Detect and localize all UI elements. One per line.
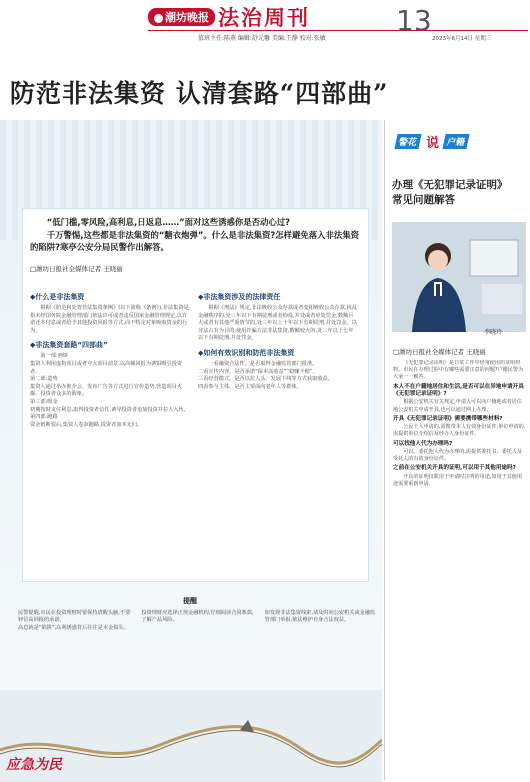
badge-part-2: 说	[426, 136, 440, 151]
section-text: 一看融资合法性。是否取得金融监管部门批准。 二看宣传内容。是否承诺“保本高收益”“稳赚不赔”。 三看经营模式。是否以拉人头、发展下线等方式获取收益。 四看参与主体。是否主要面向老年人等群体。	[198, 360, 333, 390]
tips-title: 提醒	[183, 597, 197, 605]
section-text: 根据《刑法》规定,非法吸收公众存款或者变相吸收公众存款,扰乱金融秩序的,处三年以下有期徒刑或者拘役,并处或者单处罚金;数额巨大或者有其他严重情节的,处三年以上十年以下有期徒刑,并处罚金。以非法占有为目的,使用诈骗方法非法集资,数额较大的,处三年以上七年以下有期徒刑,并处罚金。	[198, 305, 357, 342]
title-line-2: 常见问题解答	[392, 194, 455, 206]
section-heading: ◆什么是非法集资	[30, 293, 85, 301]
footer-logo: 应急为民	[6, 757, 62, 773]
question: 之前在公安机关开具的证明,可以用于其他用途吗?	[393, 465, 516, 472]
logo-text: 潮坊晚报	[165, 11, 209, 24]
section-text: 根据《防范和处置非法集资条例》(以下简称《条例》),非法集资是指未经国务院金融管理部门依法许可或者违反国家金融管理规定,以许诺还本付息或者给予其他投资回报等方式,向不特定对象吸收资金的行为。	[30, 305, 189, 334]
answer: 根据公安机关有关规定,申请人可以向户籍地或者居住地公安机关申请开具,也可以通过网上办理。	[393, 399, 522, 413]
lead-line-2: 千万警惕,这些都是非法集资的“糖衣炮弹”。什么是非法集资?怎样避免落入非法集资的陷阱?寒亭公安分局民警作出解答。	[30, 229, 359, 252]
answer: 公民个人申请的,需携带本人有效身份证件;单位申请的,需提供单位介绍信及经办人身份证件。	[393, 424, 526, 438]
section-title: 法治周刊	[218, 5, 310, 30]
badge-part-1: 警花	[394, 134, 421, 149]
column-separator	[384, 120, 385, 780]
section-heading: ◆如何有效识别和防范非法集资	[198, 348, 295, 357]
section-text: 第一部:画饼 集资人利用虚构项目或者夸大项目前景,以高额回报为诱饵吸引投资者。 第二部:造势 集资人通过举办推介会、发布广告等方式进行宣传造势,营造项目火爆、投资者众多的假象。 第三部:吸金 初期按时支付利息,取得投资者信任,诱导投资者追加投资并拉人入伙。 第四部:跑路 资金链断裂后,集资人卷款跑路,投资者血本无归。	[30, 353, 189, 428]
question: 可以找他人代为办理吗?	[393, 440, 453, 447]
photo-caption: 李晓玲	[484, 329, 503, 336]
tips-text: 民警提醒,市民在投资理财时要保持清醒头脑,不要轻信高回报的承诺。 高息就是“陷阱”,高利诱惑背后往往是本金损失。 投资理财应选择正规金融机构,仔细阅读合同条款,了解产品风险。 如发现非法集资线索,请及时向公安机关或金融监管部门举报,依法维护自身合法权益。	[18, 610, 376, 631]
section-heading: ◆非法集资套路“四部曲”	[30, 341, 108, 350]
main-headline: 防范非法集资 认清套路“四部曲”	[10, 79, 389, 108]
page-number: 13	[396, 4, 432, 37]
newspaper-logo	[148, 8, 215, 26]
staff-line: 值班主任:陈燕 编辑:舒元馨 美编:王静 校对:张敏	[198, 35, 326, 42]
side-intro: 《无犯罪记录证明》是日常工作中经常使用的证明材料。市民在办理过程中有哪些需要注意的问题?户籍民警为大家一一解答。	[393, 360, 524, 381]
side-byline: □潍坊日报社全媒体记者 王晓丽	[393, 348, 486, 356]
masthead-rule	[148, 30, 528, 31]
section-heading: ◆非法集资涉及的法律责任	[198, 293, 281, 301]
side-article-body	[393, 360, 527, 690]
article-column-right	[198, 292, 358, 582]
answer: 开具的证明仅限用于申请时注明的用途,如用于其他用途需要重新申请。	[393, 473, 522, 488]
article-lead	[30, 216, 360, 254]
masthead	[0, 0, 530, 46]
question: 开具《无犯罪记录证明》需要携带哪些材料?	[393, 415, 503, 422]
badge-part-3: 户籍	[442, 134, 469, 149]
issue-date: 2023年6月14日 星期三	[432, 36, 492, 42]
column-badge	[396, 134, 520, 150]
article-byline: □潍坊日报社全媒体记者 王晓丽	[30, 265, 123, 273]
officer-photo	[392, 222, 526, 332]
side-article-title	[392, 178, 528, 208]
lead-line-1: “低门槛,零风险,高利息,日返息……”面对这些诱惑你是否动心过?	[46, 217, 290, 227]
question: 本人不在户籍地居住和生活,是否可以在异地申请开具《无犯罪记录证明》?	[393, 383, 524, 398]
answer: 可以。委托他人代为办理的,需提供委托书、委托人及受托人的有效身份证件。	[393, 449, 522, 463]
article-column-left	[30, 292, 190, 582]
logo-icon	[154, 14, 163, 23]
title-line-1: 办理《无犯罪记录证明》	[392, 179, 508, 191]
photo-illustration	[392, 222, 526, 332]
